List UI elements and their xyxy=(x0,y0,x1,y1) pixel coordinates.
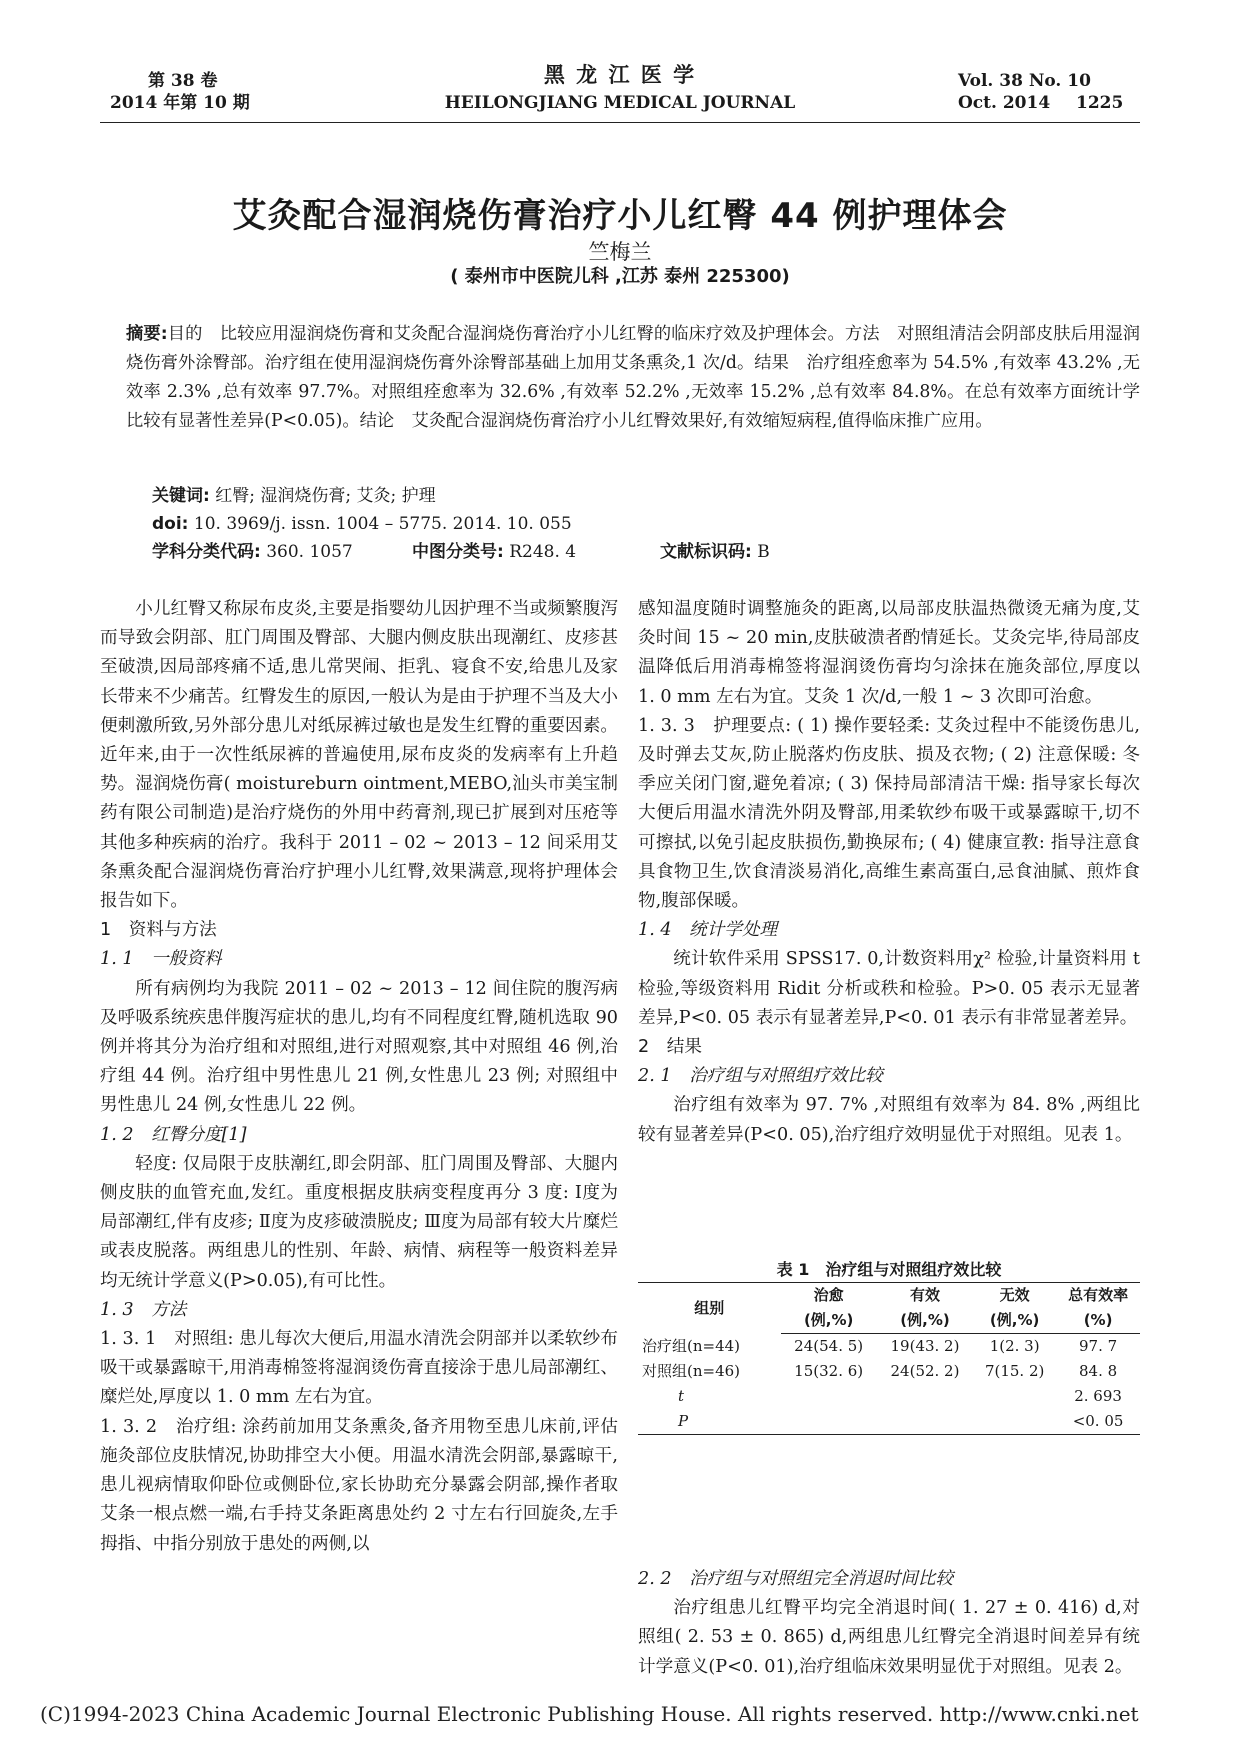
table-row xyxy=(638,1359,1140,1384)
general-data-paragraph: 所有病例均为我院 2011 – 02 ~ 2013 – 12 间住院的腹泻病及呼吸系统疾患伴腹泻症状的患儿,均有不同程度红臀,随机选取 90 例并将其分为治疗组和对照组,进行对照观察,其中对照组 46 例,治疗组 44 例。治疗组中男性患儿 21 例,女性患儿 23 例; 对照组中男性患儿 24 例,女性患儿 22 例。 xyxy=(100,978,618,1116)
abstract-label: 摘要: xyxy=(126,324,168,344)
efficacy-paragraph: 治疗组有效率为 97. 7% ,对照组有效率为 84. 8% ,两组比较有显著差异(P<0. 05),治疗组疗效明显优于对照组。见表 1。 xyxy=(638,1095,1140,1145)
table-cell xyxy=(877,1409,973,1435)
article-title: 艾灸配合湿润烧伤膏治疗小儿红臀 44 例护理体会 xyxy=(232,196,1008,236)
treatment-group-paragraph: 1. 3. 2 治疗组: 涂药前加用艾条熏灸,备齐用物至患儿床前,评估施灸部位皮肤情况,协助排空大小便。用温水清洗会阴部,暴露晾干,患儿视病情取仰卧位或侧卧位,家长协助充分暴露会阴部,操作者取艾条一根点燃一端,右手持艾条距离患处约 2 寸左右行回旋灸,左手拇指、中指分别放于患处的两侧,以 xyxy=(100,1416,618,1554)
table-cell: P xyxy=(638,1409,781,1435)
issue-label: 2014 年第 10 期 xyxy=(110,93,250,113)
doi-text: 10. 3969/j. issn. 1004 – 5775. 2014. 10. 055 xyxy=(193,514,572,534)
clc-code-value: R248. 4 xyxy=(509,542,577,562)
right-column xyxy=(638,595,1140,1150)
section-heading-2-1: 2. 1 治疗组与对照组疗效比较 xyxy=(638,1066,883,1087)
section-heading-1-4: 1. 4 统计学处理 xyxy=(638,920,778,941)
journal-title-cn: 黑 龙 江 医 学 xyxy=(543,62,697,87)
table1-subheader: (例,%) xyxy=(973,1308,1056,1334)
journal-title-en: HEILONGJIANG MEDICAL JOURNAL xyxy=(444,93,796,113)
section-heading-2: 2 结果 xyxy=(638,1037,702,1058)
grading-paragraph: 轻度: 仅局限于皮肤潮红,即会阴部、肛门周围及臀部、大腿内侧皮肤的血管充血,发红。重度根据皮肤病变程度再分 3 度: Ⅰ度为局部潮红,伴有皮疹; Ⅱ度为皮疹破溃脱皮; Ⅲ度为局部有较大片糜烂或表皮脱落。两组患儿的性别、年龄、病情、病程等一般资料差异均无统计学意义(P>0.05),有可比性。 xyxy=(100,1153,618,1291)
section-heading-1-2: 1. 2 红臀分度[1] xyxy=(100,1124,247,1145)
section-heading-1-1: 1. 1 一般资料 xyxy=(100,949,222,970)
table-cell xyxy=(877,1384,973,1409)
table-cell: 对照组(n=46) xyxy=(642,1362,741,1380)
table1-header-ineffective: 无效 xyxy=(973,1283,1056,1309)
clc-code xyxy=(412,540,576,564)
doi xyxy=(152,512,572,536)
subject-code-label: 学科分类代码: xyxy=(152,542,261,562)
table1-header-cured: 治愈 xyxy=(781,1283,877,1309)
doc-code xyxy=(660,540,770,564)
statistics-paragraph: 统计软件采用 SPSS17. 0,计数资料用χ² 检验,计量资料用 t 检验,等级资料用 Ridit 分析或秩和检验。P>0. 05 表示无显著差异,P<0. 05 表示有显著差异,P<0. 01 表示有非常显著差异。 xyxy=(638,949,1140,1028)
intro-paragraph: 小儿红臀又称尿布皮炎,主要是指婴幼儿因护理不当或频繁腹泻而导致会阴部、肛门周围及臀部、大腿内侧皮肤出现潮红、皮疹甚至破溃,因局部疼痛不适,患儿常哭闹、拒乳、寝食不安,给患儿及家长带来不少痛苦。红臀发生的原因,一般认为是由于护理不当及大小便刺激所致,另外部分患儿对纸尿裤过敏也是发生红臀的重要因素。近年来,由于一次性纸尿裤的普遍使用,尿布皮炎的发病率有上升趋势。湿润烧伤膏( moistureburn ointment,MEBO,汕头市美宝制药有限公司制造)是治疗烧伤的外用中药膏剂,现已扩展到对压疮等其他多种疾病的治疗。我科于 2011 – 02 ~ 2013 – 12 间采用艾条熏灸配合湿润烧伤膏治疗护理小儿红臀,效果满意,现将护理体会报告如下。 xyxy=(100,599,618,912)
table1-caption: 表 1 治疗组与对照组疗效比较 xyxy=(776,1260,1002,1279)
table-cell: 19(43. 2) xyxy=(890,1337,960,1355)
table-cell: 治疗组(n=44) xyxy=(642,1336,741,1355)
volume-label: 第 38 卷 xyxy=(148,71,218,91)
table1-subheader: (例,%) xyxy=(781,1308,877,1334)
table-cell: 2. 693 xyxy=(1074,1387,1122,1405)
doi-label: doi: xyxy=(152,514,189,534)
table-row xyxy=(638,1384,1140,1409)
table1-subheader: (%) xyxy=(1056,1308,1140,1334)
control-group-paragraph: 1. 3. 1 对照组: 患儿每次大便后,用温水清洗会阴部并以柔软纱布吸干或暴露晾干,用消毒棉签将湿润烫伤膏直接涂于患儿局部潮红、糜烂处,厚度以 1. 0 mm 左右为宜。 xyxy=(100,1329,618,1408)
table-cell: 97. 7 xyxy=(1078,1337,1118,1355)
volume-en: Vol. 38 No. 10 xyxy=(958,71,1091,91)
table-cell: t xyxy=(678,1387,685,1405)
section-heading-1-3: 1. 3 方法 xyxy=(100,1299,187,1320)
right-column-lower xyxy=(638,1565,1140,1682)
page-number: 1225 xyxy=(1076,93,1124,113)
table-cell: 24(54. 5) xyxy=(794,1337,864,1355)
doc-code-value: B xyxy=(757,542,770,562)
doc-code-label: 文献标识码: xyxy=(660,542,752,562)
table1-header-total-rate: 总有效率 xyxy=(1056,1283,1140,1309)
affiliation: ( 泰州市中医院儿科 ,江苏 泰州 225300) xyxy=(450,266,790,287)
table1-header-group: 组别 xyxy=(638,1283,781,1334)
table-cell xyxy=(973,1384,1056,1409)
table1-header-effective: 有效 xyxy=(877,1283,973,1309)
section-heading-1: 1 资料与方法 xyxy=(100,920,217,941)
header-rule xyxy=(100,122,1140,123)
table-cell: 84. 8 xyxy=(1078,1362,1118,1380)
table-cell xyxy=(973,1409,1056,1435)
subject-code xyxy=(152,540,353,564)
abstract-text: 目的 比较应用湿润烧伤膏和艾灸配合湿润烧伤膏治疗小儿红臀的临床疗效及护理体会。方法 对照组清洁会阴部皮肤后用湿润烧伤膏外涂臀部。治疗组在使用湿润烧伤膏外涂臀部基础上加用艾条熏灸,1 次/d。结果 治疗组痊愈率为 54.5% ,有效率 43.2% ,无效率 2.3% ,总有效率 97.7%。对照组痊愈率为 32.6% ,有效率 52.2% ,无效率 15.2% ,总有效率 84.8%。在总有效率方面统计学比较有显著性差异(P<0.05)。结论 艾灸配合湿润烧伤膏治疗小儿红臀效果好,有效缩短病程,值得临床推广应用。 xyxy=(126,324,1140,431)
table-cell xyxy=(781,1409,877,1435)
nursing-points-paragraph: 1. 3. 3 护理要点: ( 1) 操作要轻柔: 艾灸过程中不能烫伤患儿,及时弹去艾灰,防止脱落灼伤皮肤、损及衣物; ( 2) 注意保暖: 冬季应关闭门窗,避免着凉; ( 3) 保持局部清洁干燥: 指导家长每次大便后用温水清洗外阴及臀部,用柔软纱布吸干或暴露晾干,切不可擦拭,以免引起皮肤损伤,勤换尿布; ( 4) 健康宣教: 指导注意食具食物卫生,饮食清淡易消化,高维生素高蛋白,忌食油腻、煎炸食物,腹部保暖。 xyxy=(638,715,1140,912)
clc-code-label: 中图分类号: xyxy=(412,542,504,562)
keywords-text: 红臀; 湿润烧伤膏; 艾灸; 护理 xyxy=(215,486,436,506)
table-cell: <0. 05 xyxy=(1056,1409,1140,1435)
author: 竺梅兰 xyxy=(588,240,652,264)
table-cell xyxy=(781,1384,877,1409)
treatment-continued-paragraph: 感知温度随时调整施灸的距离,以局部皮肤温热微烫无痛为度,艾灸时间 15 ~ 20 min,皮肤破溃者酌情延长。艾灸完毕,待局部皮温降低后用消毒棉签将湿润烫伤膏均匀涂抹在施灸部位,厚度以 1. 0 mm 左右为宜。艾灸 1 次/d,一般 1 ~ 3 次即可治愈。 xyxy=(638,599,1140,707)
table-cell: 1(2. 3) xyxy=(989,1337,1040,1355)
table1-subheader: (例,%) xyxy=(877,1308,973,1334)
left-column xyxy=(100,595,618,1559)
table-cell: 15(32. 6) xyxy=(794,1362,864,1380)
subject-code-value: 360. 1057 xyxy=(266,542,353,562)
abstract xyxy=(126,320,1140,436)
keywords xyxy=(152,484,436,508)
table1 xyxy=(638,1282,1140,1435)
table-cell: 24(52. 2) xyxy=(890,1362,960,1380)
date-en: Oct. 2014 xyxy=(958,93,1051,113)
table-row xyxy=(638,1334,1140,1360)
copyright-footer: (C)1994-2023 China Academic Journal Electronic Publishing House. All rights reserved. http://www.cnki.net xyxy=(40,1702,1139,1726)
table-cell: 7(15. 2) xyxy=(984,1362,1045,1380)
keywords-label: 关键词: xyxy=(152,486,210,506)
table-row xyxy=(638,1409,1140,1435)
resolution-time-paragraph: 治疗组患儿红臀平均完全消退时间( 1. 27 ± 0. 416) d,对照组( 2. 53 ± 0. 865) d,两组患儿红臀完全消退时间差异有统计学意义(P<0. 01),治疗组临床效果明显优于对照组。见表 2。 xyxy=(638,1598,1140,1677)
section-heading-2-2: 2. 2 治疗组与对照组完全消退时间比较 xyxy=(638,1569,954,1589)
